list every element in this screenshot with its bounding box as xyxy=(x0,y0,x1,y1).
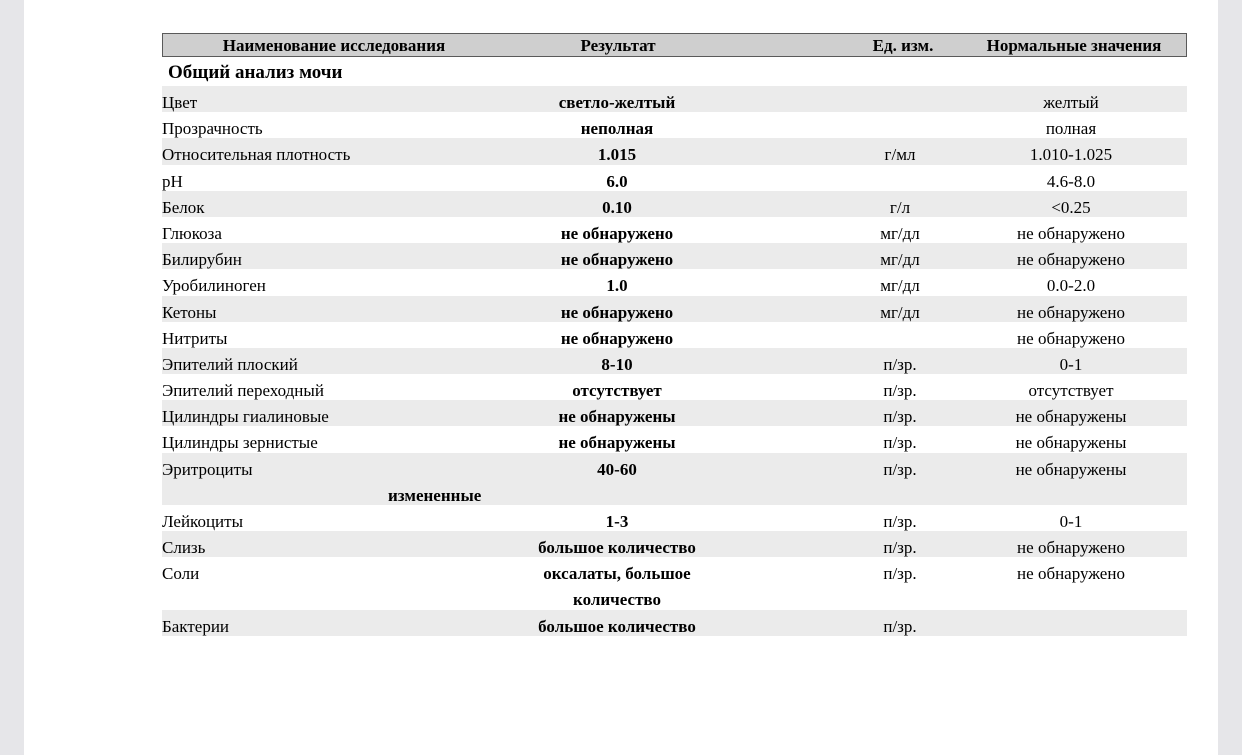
cell-norm: 1.010-1.025 xyxy=(1029,145,1113,165)
cell-result: 0.10 xyxy=(602,197,632,217)
cell-unit: г/л xyxy=(889,197,911,217)
cell-name: Билирубин xyxy=(162,250,242,270)
section-title: Общий анализ мочи xyxy=(168,62,343,83)
cell-unit: г/мл xyxy=(884,145,916,165)
cell-unit: п/зр. xyxy=(883,354,917,374)
cell-name: Белок xyxy=(162,197,205,217)
cell-unit: п/зр. xyxy=(883,564,917,584)
header-result: Результат xyxy=(580,36,656,55)
cell-norm: не обнаружены xyxy=(1015,407,1127,427)
cell-result: не обнаружено xyxy=(560,302,674,322)
table-row xyxy=(162,348,1187,374)
document-page xyxy=(24,0,1218,755)
cell-norm: 0-1 xyxy=(1059,512,1083,532)
cell-name: Относительная плотность xyxy=(162,145,351,165)
cell-norm: не обнаружено xyxy=(1017,250,1125,270)
cell-norm: не обнаружено xyxy=(1017,302,1125,322)
cell-result: не обнаружены xyxy=(558,407,676,427)
cell-unit: п/зр. xyxy=(883,433,917,453)
cell-unit: п/зр. xyxy=(883,459,917,479)
header-unit: Ед. изм. xyxy=(872,36,934,55)
cell-result: не обнаружено xyxy=(560,223,674,243)
table-row xyxy=(162,453,1187,505)
cell-norm: не обнаружены xyxy=(1015,459,1127,479)
cell-result: не обнаружено xyxy=(560,250,674,270)
cell-norm: 4.6-8.0 xyxy=(1046,171,1096,191)
cell-norm: 0-1 xyxy=(1059,354,1083,374)
cell-name: Слизь xyxy=(162,538,206,558)
cell-norm: полная xyxy=(1045,119,1097,139)
cell-norm: не обнаружено xyxy=(1017,223,1125,243)
cell-result: неполная xyxy=(580,119,654,139)
table-row xyxy=(162,400,1187,426)
cell-name: Кетоны xyxy=(162,302,217,322)
table-row xyxy=(162,296,1187,322)
table-row xyxy=(162,112,1187,138)
cell-result: большое количество xyxy=(538,616,696,636)
table-row xyxy=(162,610,1187,636)
table-row xyxy=(162,243,1187,269)
cell-name: Соли xyxy=(162,564,200,584)
cell-name: Нитриты xyxy=(162,328,228,348)
header-norm: Нормальные значения xyxy=(986,36,1162,55)
cell-name: Уробилиноген xyxy=(162,276,266,296)
cell-name: Бактерии xyxy=(162,616,230,636)
cell-name: Глюкоза xyxy=(162,223,222,243)
cell-unit: мг/дл xyxy=(880,276,920,296)
table-row xyxy=(162,269,1187,295)
cell-result: не обнаружено xyxy=(560,328,674,348)
cell-unit: п/зр. xyxy=(883,407,917,427)
cell-result: 8-10 xyxy=(601,354,633,374)
header-name: Наименование исследования xyxy=(222,36,446,55)
lab-report-table xyxy=(162,33,1187,636)
cell-unit: п/зр. xyxy=(883,512,917,532)
cell-unit: п/зр. xyxy=(883,381,917,401)
cell-name: Прозрачность xyxy=(162,119,263,139)
cell-norm: не обнаружено xyxy=(1017,564,1125,584)
cell-norm: не обнаружены xyxy=(1015,433,1127,453)
cell-name-continuation: измененные xyxy=(388,485,482,505)
cell-name: Цвет xyxy=(162,93,198,112)
table-row xyxy=(162,138,1187,164)
cell-result: оксалаты, большое количество xyxy=(543,564,691,610)
table-row xyxy=(162,86,1187,112)
cell-unit: мг/дл xyxy=(880,302,920,322)
table-row xyxy=(162,557,1187,609)
table-header xyxy=(162,33,1187,57)
cell-result: не обнаружены xyxy=(558,433,676,453)
cell-unit: мг/дл xyxy=(880,223,920,243)
cell-result: отсутствует xyxy=(572,381,662,401)
cell-result: большое количество xyxy=(538,538,696,558)
table-row xyxy=(162,165,1187,191)
cell-result: светло-желтый xyxy=(558,93,676,112)
cell-result: 6.0 xyxy=(606,171,628,191)
cell-name: Цилиндры зернистые xyxy=(162,433,318,453)
table-row xyxy=(162,322,1187,348)
cell-unit: мг/дл xyxy=(880,250,920,270)
table-row xyxy=(162,191,1187,217)
cell-name: pH xyxy=(162,171,183,191)
table-row xyxy=(162,374,1187,400)
cell-norm: не обнаружено xyxy=(1017,538,1125,558)
cell-result: 40-60 xyxy=(597,459,637,479)
cell-result: 1-3 xyxy=(605,512,629,532)
cell-norm: <0.25 xyxy=(1051,197,1091,217)
cell-name: Лейкоциты xyxy=(162,512,243,532)
cell-result: 1.015 xyxy=(597,145,637,165)
cell-name: Эритроциты xyxy=(162,459,253,479)
table-row xyxy=(162,426,1187,452)
table-row xyxy=(162,531,1187,557)
cell-name: Эпителий переходный xyxy=(162,381,324,401)
cell-name: Эпителий плоский xyxy=(162,354,298,374)
cell-unit: п/зр. xyxy=(883,616,917,636)
cell-norm: не обнаружено xyxy=(1017,328,1125,348)
cell-name: Цилиндры гиалиновые xyxy=(162,407,329,427)
cell-result: 1.0 xyxy=(606,276,628,296)
cell-unit: п/зр. xyxy=(883,538,917,558)
cell-norm: отсутствует xyxy=(1028,381,1114,401)
cell-norm: желтый xyxy=(1043,93,1099,112)
table-row xyxy=(162,505,1187,531)
cell-norm: 0.0-2.0 xyxy=(1046,276,1096,296)
table-row xyxy=(162,217,1187,243)
